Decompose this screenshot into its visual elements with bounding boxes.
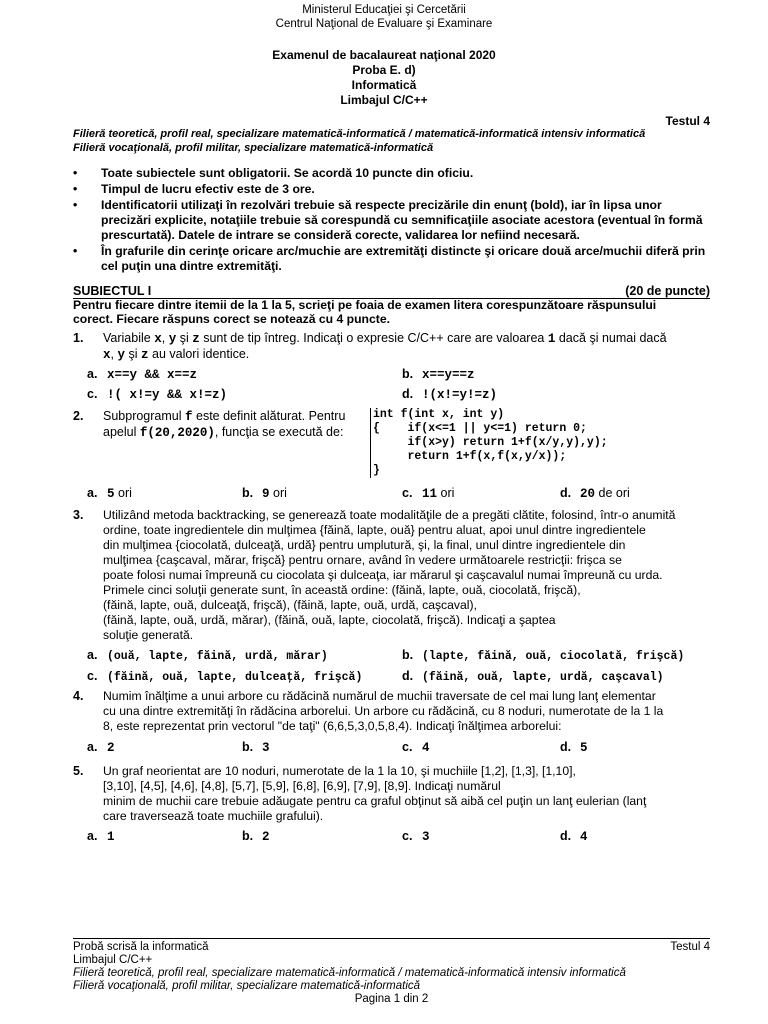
q3-option-a: a. (ouă, lapte, făină, urdă, mărar) [87,648,328,663]
q3-option-b: b. (lapte, făină, ouă, ciocolată, frişcă) [402,648,685,663]
q3-option-d: d. (făină, ouă, lapte, urdă, caşcaval) [402,669,664,684]
q1-text: Variabile x, y şi z sunt de tip întreg. Indicaţi o expresie C/C++ care are valoarea 1 dacă şi numai dacă x, y şi z au valori identice. [103,331,667,362]
exam-proba: Proba E. d) [352,63,416,77]
q2-option-a: a. 5 ori [87,486,132,501]
q4-option-d: d. 5 [560,740,588,755]
rule-item: • Timpul de lucru efectiv este de 3 ore. [73,182,315,196]
q1-number: 1. [73,331,84,345]
code-line: return 1+f(x,f(x,y/x)); [373,450,567,463]
q5-line: minim de muchii care trebuie adăugate pentru ca graful obţinut să aibă cel puţin un lanţ eulerian (lanţ [103,794,647,808]
q4-number: 4. [73,689,84,703]
q2-number: 2. [73,409,84,423]
q4-line: Numim înălţime a unui arbore cu rădăcină numărul de muchii traversate de cel mai lung lanţ elementar [103,689,656,703]
q3-text [103,508,710,643]
q2-option-d: d. 20 de ori [560,486,630,501]
q5-line: Un graf neorientat are 10 noduri, numerotate de la 1 la 10, şi muchiile [1,2], [1,3], [1,10], [103,764,576,778]
q3-line: Utilizând metoda backtracking, se generează toate modalităţile de a pregăti clătite, folosind, într-o anumită [103,508,676,522]
q3-number: 3. [73,508,84,522]
q4-option-b: b. 3 [242,740,270,755]
rule-item: • În grafurile din cerinţe oricare arc/muchie are extremităţi distincte şi oricare două arce/muchii diferă prin cel puţin una dintre extremităţi. [73,244,706,273]
section-instructions-2: corect. Fiecare răspuns corect se notează cu 4 puncte. [73,312,390,326]
q1-option-c: c. !( x!=y && x!=z) [87,387,228,402]
code-line: int f(int x, int y) [373,408,505,421]
q5-option-c: c. 3 [402,829,430,844]
exam-title: Examenul de bacalaureat naţional 2020 [272,48,496,62]
filiera-line-2: Filieră vocaţională, profil militar, specializare matematică-informatică [73,142,434,154]
q3-line: (făină, lapte, ouă, dulceaţă, frişcă), (făină, lapte, ouă, urdă, caşcaval), [103,598,477,612]
q5-option-d: d. 4 [560,829,588,844]
q2-code-block [370,408,673,478]
footer-line-3: Filieră teoretică, profil real, specializare matematică-informatică / matematică-informatică intensiv informatică [73,967,626,979]
q3-line: ordine, toate ingredientele din mulţimea {făină, lapte, ouă} pentru aluat, apoi unul dintre ingredientele [103,523,646,537]
q2-text: Subprogramul f este definit alăturat. Pentru apelul f(20,2020), funcţia se execută de: [103,409,346,440]
q4-option-c: c. 4 [402,740,430,755]
footer-divider [73,938,710,939]
q1-option-b: b. x==y==z [402,367,475,382]
q1-option-a: a. x==y && x==z [87,367,198,382]
q3-line: (făină, lapte, ouă, urdă, mărar), (făină, ouă, lapte, ciocolată, frişcă). Indicaţi a şaptea [103,613,556,627]
q5-number: 5. [73,764,84,778]
footer-line-4: Filieră vocaţională, profil militar, specializare matematică-informatică [73,980,421,992]
test-label: Testul 4 [665,114,710,128]
q4-line: cu una dintre extremităţi în rădăcina arborelui. Un arbore cu rădăcină, cu 8 noduri, numerotate de la 1 la [103,704,664,718]
q3-option-c: c. (făină, ouă, lapte, dulceaţă, frişcă) [87,669,363,684]
q5-option-b: b. 2 [242,829,270,844]
section-points: (20 de puncte) [625,284,710,298]
section-instructions-1: Pentru fiecare dintre itemii de la 1 la 5, scrieţi pe foaia de examen litera corespunzătoare răspunsului [73,298,657,312]
section-title: SUBIECTUL I [73,284,152,298]
code-line: } [373,464,380,477]
q2-option-c: c. 11 ori [402,486,455,501]
footer-test-label: Testul 4 [670,941,710,953]
ministry-name: Ministerul Educaţiei şi Cercetării [302,4,466,16]
footer-line-1: Probă scrisă la informatică Testul 4 [73,941,710,953]
q3-line: din mulţimea {ciocolată, dulceaţă, urdă} pentru umplutură, şi, la final, unul dintre ingredientele din [103,538,626,552]
code-line: { if(x<=1 || y<=1) return 0; [373,422,587,435]
q1-option-d: d. !(x!=y!=z) [402,387,498,402]
rules-list [73,166,710,274]
footer-line-2: Limbajul C/C++ [73,954,153,966]
q5-line: [3,10], [4,5], [4,6], [4,8], [5,7], [5,9], [6,8], [6,9], [7,9], [8,9]. Indicaţi numărul [103,779,501,793]
q2-option-b: b. 9 ori [242,486,287,501]
q5-line: care traversează toate muchiile grafului). [103,809,324,823]
exam-subject: Informatică [351,78,417,92]
filiera-line-1: Filieră teoretică, profil real, specializare matematică-informatică / matematică-informatică intensiv informatică [73,128,646,140]
q5-option-a: a. 1 [87,829,115,844]
q3-line: Primele cinci soluţii generate sunt, în această ordine: (făină, lapte, ouă, ciocolată, frişcă), [103,583,581,597]
q3-line: mulţimea {caşcaval, mărar, frişcă} pentru ornare, având în vedere următoarele restricţii: frişca se [103,553,622,567]
rule-item: • Identificatorii utilizaţi în rezolvări trebuie să respecte precizările din enunţ (bold), iar în lipsa unor precizări explicite, notaţiile trebuie să corespundă cu semnificaţiile asociate acestora (eventual în formă prescurtată). Datele de intrare se consideră corecte, validarea lor nefiind necesară. [73,198,703,242]
q3-line: soluţie generată. [103,628,194,642]
code-line: if(x>y) return 1+f(x/y,y),y); [373,436,608,449]
footer-page-number: Pagina 1 din 2 [354,993,429,1005]
q4-line: 8, este reprezentat prin vectorul "de taţi" (6,6,5,3,0,5,8,4). Indicaţi înălţimea arborelui: [103,719,562,733]
exam-language: Limbajul C/C++ [340,93,428,107]
rule-item: • Toate subiectele sunt obligatorii. Se acordă 10 puncte din oficiu. [73,166,474,180]
center-name: Centrul Naţional de Evaluare şi Examinare [275,18,493,30]
q4-text [103,689,710,734]
q4-option-a: a. 2 [87,740,115,755]
q5-text [103,764,710,824]
q3-line: poate folosi numai împreună cu ciocolata şi dulceaţa, iar mărarul şi caşcavalul numai împreună cu urda. [103,568,663,582]
